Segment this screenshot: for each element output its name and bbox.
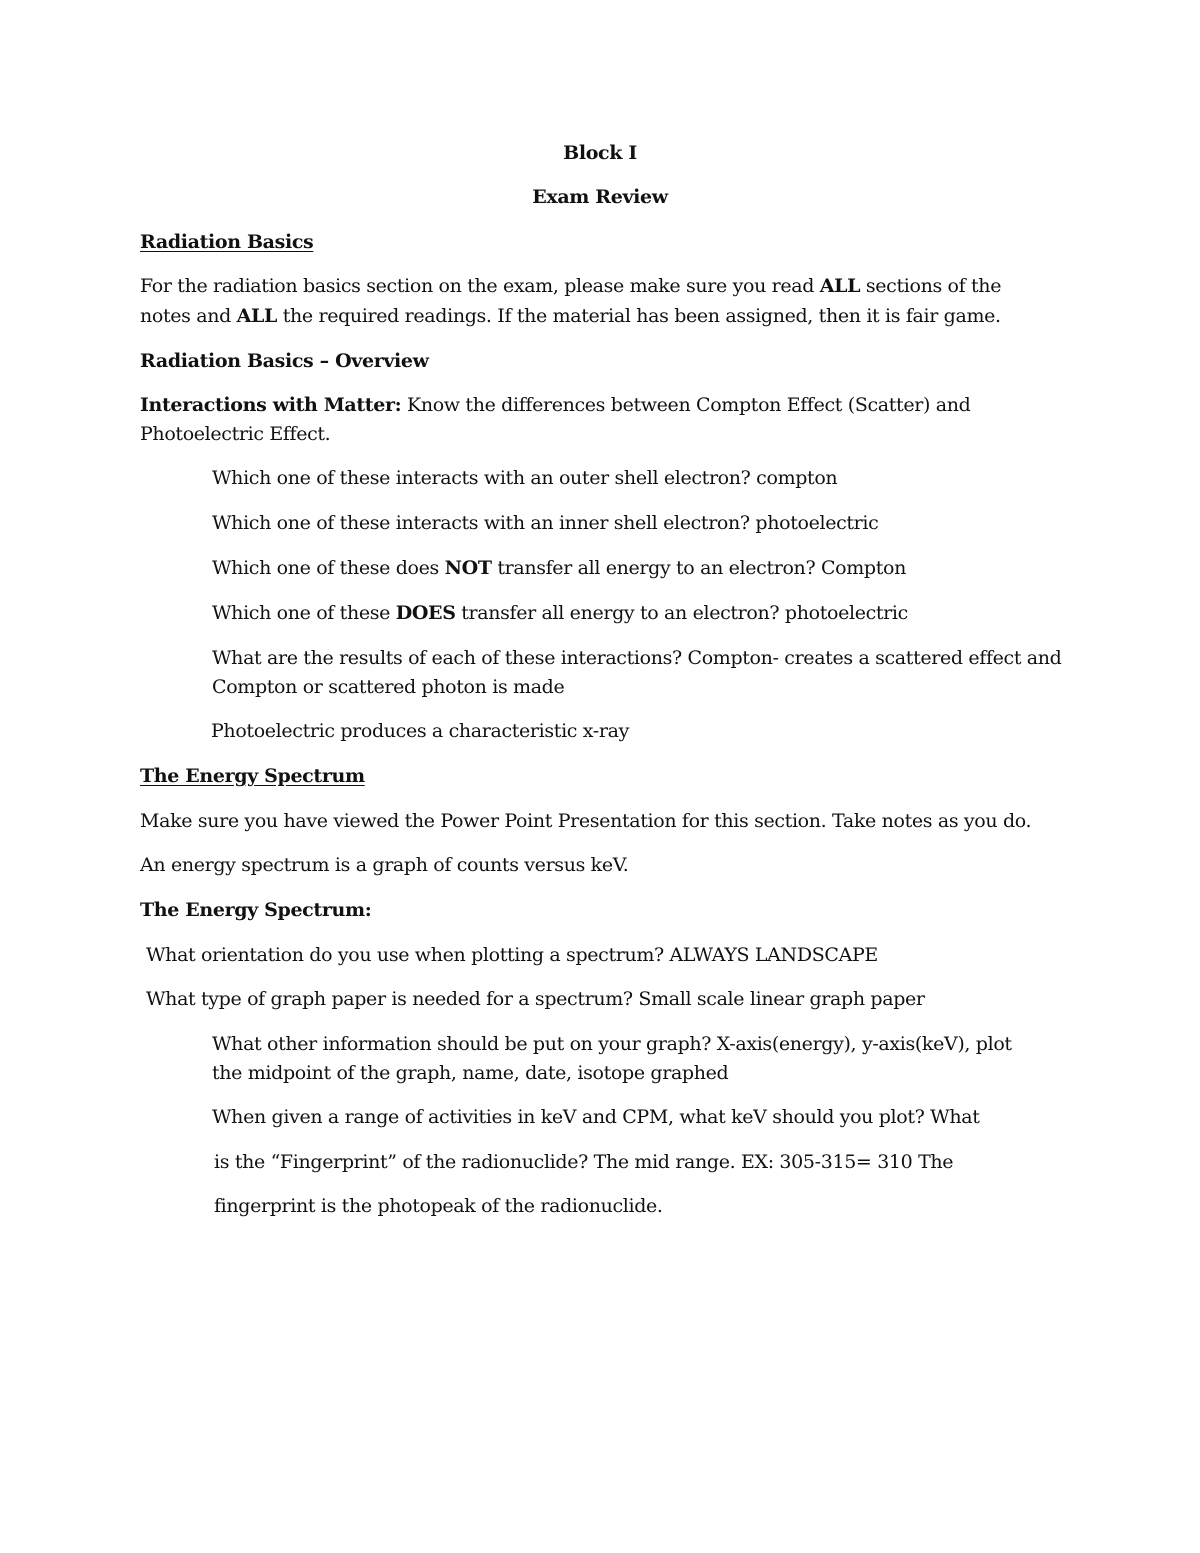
energy-spectrum-question-4-line-3: fingerprint is the photopeak of the radionuclide. bbox=[214, 1195, 663, 1217]
overview-question-5-line-2: Compton or scattered photon is made bbox=[212, 676, 565, 698]
interactions-paragraph-line-1: Interactions with Matter: Know the differences between Compton Effect (Scatter) and bbox=[140, 394, 971, 416]
energy-spectrum-question-4-line-1: When given a range of activities in keV and CPM, what keV should you plot? What bbox=[212, 1106, 980, 1128]
energy-spectrum-paragraph-1: Make sure you have viewed the Power Point Presentation for this section. Take notes as you do. bbox=[140, 810, 1032, 832]
overview-question-5-line-1: What are the results of each of these interactions? Compton- creates a scattered effect and bbox=[212, 647, 1062, 669]
energy-spectrum-heading-2: The Energy Spectrum: bbox=[140, 899, 372, 921]
radiation-basics-intro-line-1: For the radiation basics section on the exam, please make sure you read ALL sections of the bbox=[140, 275, 1002, 297]
energy-spectrum-question-2: What type of graph paper is needed for a spectrum? Small scale linear graph paper bbox=[146, 988, 925, 1010]
overview-heading: Radiation Basics – Overview bbox=[140, 350, 429, 372]
energy-spectrum-question-3-line-2: the midpoint of the graph, name, date, isotope graphed bbox=[212, 1062, 729, 1084]
overview-question-6: Photoelectric produces a characteristic x-ray bbox=[211, 720, 629, 742]
energy-spectrum-question-1: What orientation do you use when plotting a spectrum? ALWAYS LANDSCAPE bbox=[146, 944, 878, 966]
radiation-basics-heading: Radiation Basics bbox=[140, 231, 314, 253]
interactions-paragraph-line-2: Photoelectric Effect. bbox=[140, 423, 331, 445]
energy-spectrum-question-4-line-2: is the “Fingerprint” of the radionuclide? The mid range. EX: 305-315= 310 The bbox=[214, 1151, 954, 1173]
overview-question-3: Which one of these does NOT transfer all energy to an electron? Compton bbox=[212, 557, 906, 579]
energy-spectrum-question-3-line-1: What other information should be put on your graph? X-axis(energy), y-axis(keV), plot bbox=[212, 1033, 1012, 1055]
overview-question-4: Which one of these DOES transfer all energy to an electron? photoelectric bbox=[212, 602, 908, 624]
radiation-basics-intro-line-2: notes and ALL the required readings. If the material has been assigned, then it is fair game. bbox=[140, 305, 1001, 327]
energy-spectrum-paragraph-2: An energy spectrum is a graph of counts versus keV. bbox=[140, 854, 629, 876]
overview-question-2: Which one of these interacts with an inner shell electron? photoelectric bbox=[212, 512, 879, 534]
document-title: Block I bbox=[563, 142, 637, 164]
document-subtitle: Exam Review bbox=[532, 186, 668, 208]
energy-spectrum-heading: The Energy Spectrum bbox=[140, 765, 365, 787]
overview-question-1: Which one of these interacts with an outer shell electron? compton bbox=[212, 467, 838, 489]
